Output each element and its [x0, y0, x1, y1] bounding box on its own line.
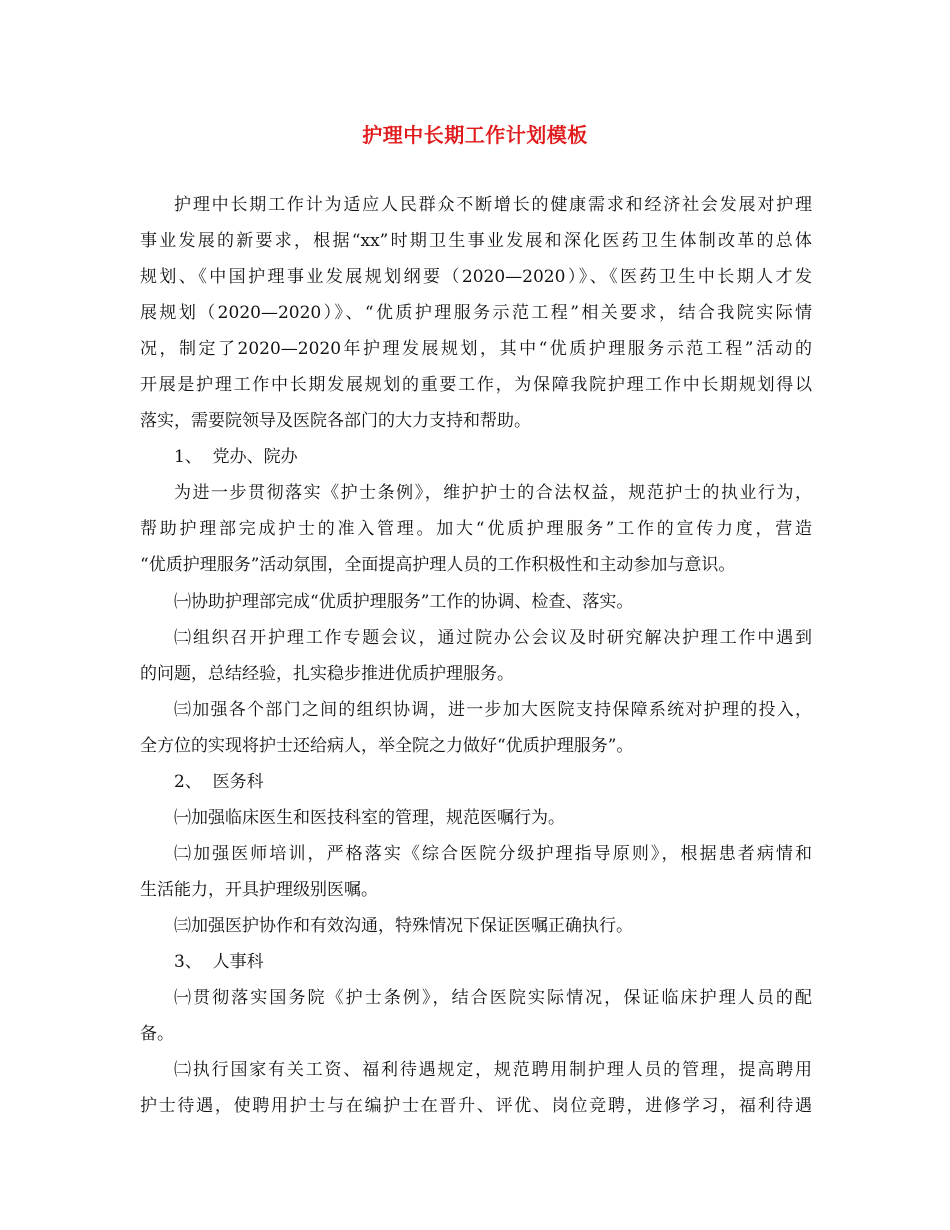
paragraph-line: 规划、《中国护理事业发展规划纲要（2020—2020）》、《医药卫生中长期人才发 [140, 267, 812, 287]
paragraph-line: 开展是护理工作中长期发展规划的重要工作，为保障我院护理工作中长期规划得以 [140, 375, 812, 395]
section-heading: 2、 医务科 [174, 772, 264, 792]
paragraph-line: 况，制定了2020—2020年护理发展规划，其中“优质护理服务示范工程”活动的 [140, 339, 812, 359]
list-item: ㈡组织召开护理工作专题会议，通过院办公会议及时研究解决护理工作中遇到 [174, 628, 812, 648]
list-item: ㈠贯彻落实国务院《护士条例》，结合医院实际情况，保证临床护理人员的配 [174, 988, 812, 1008]
section-heading: 1、 党办、院办 [174, 447, 298, 467]
list-item-continuation: 备。 [140, 1024, 174, 1044]
list-item: ㈢加强各个部门之间的组织协调，进一步加大医院支持保障系统对护理的投入， [174, 700, 812, 720]
list-item-continuation: 全方位的实现将护士还给病人，举全院之力做好“优质护理服务”。 [140, 736, 634, 756]
paragraph-line: 帮助护理部完成护士的准入管理。加大“优质护理服务”工作的宣传力度，营造 [140, 519, 812, 539]
document-title: 护理中长期工作计划模板 [362, 123, 588, 147]
list-item: ㈡执行国家有关工资、福利待遇规定，规范聘用制护理人员的管理，提高聘用 [174, 1060, 812, 1080]
list-item: ㈠协助护理部完成“优质护理服务”工作的协调、检查、落实。 [174, 592, 634, 612]
paragraph-line: 护理中长期工作计为适应人民群众不断增长的健康需求和经济社会发展对护理 [174, 195, 812, 215]
list-item: ㈢加强医护协作和有效沟通，特殊情况下保证医嘱正确执行。 [174, 916, 633, 936]
paragraph-line: 落实，需要院领导及医院各部门的大力支持和帮助。 [140, 411, 531, 431]
paragraph-line: 为进一步贯彻落实《护士条例》，维护护士的合法权益，规范护士的执业行为， [174, 483, 812, 503]
list-item-continuation: 护士待遇，使聘用护士与在编护士在晋升、评优、岗位竞聘，进修学习，福利待遇 [140, 1096, 812, 1116]
paragraph-line: 展规划（2020—2020）》、“优质护理服务示范工程”相关要求，结合我院实际情 [140, 303, 812, 323]
list-item-continuation: 的问题，总结经验，扎实稳步推进优质护理服务。 [140, 664, 514, 684]
list-item: ㈡加强医师培训，严格落实《综合医院分级护理指导原则》，根据患者病情和 [174, 844, 812, 864]
paragraph-line: “优质护理服务”活动氛围，全面提高护理人员的工作积极性和主动参加与意识。 [140, 555, 736, 575]
section-heading: 3、 人事科 [174, 952, 264, 972]
paragraph-line: 事业发展的新要求，根据“xx”时期卫生事业发展和深化医药卫生体制改革的总体 [140, 231, 812, 251]
list-item-continuation: 生活能力，开具护理级别医嘱。 [140, 880, 378, 900]
list-item: ㈠加强临床医生和医技科室的管理，规范医嘱行为。 [174, 808, 565, 828]
